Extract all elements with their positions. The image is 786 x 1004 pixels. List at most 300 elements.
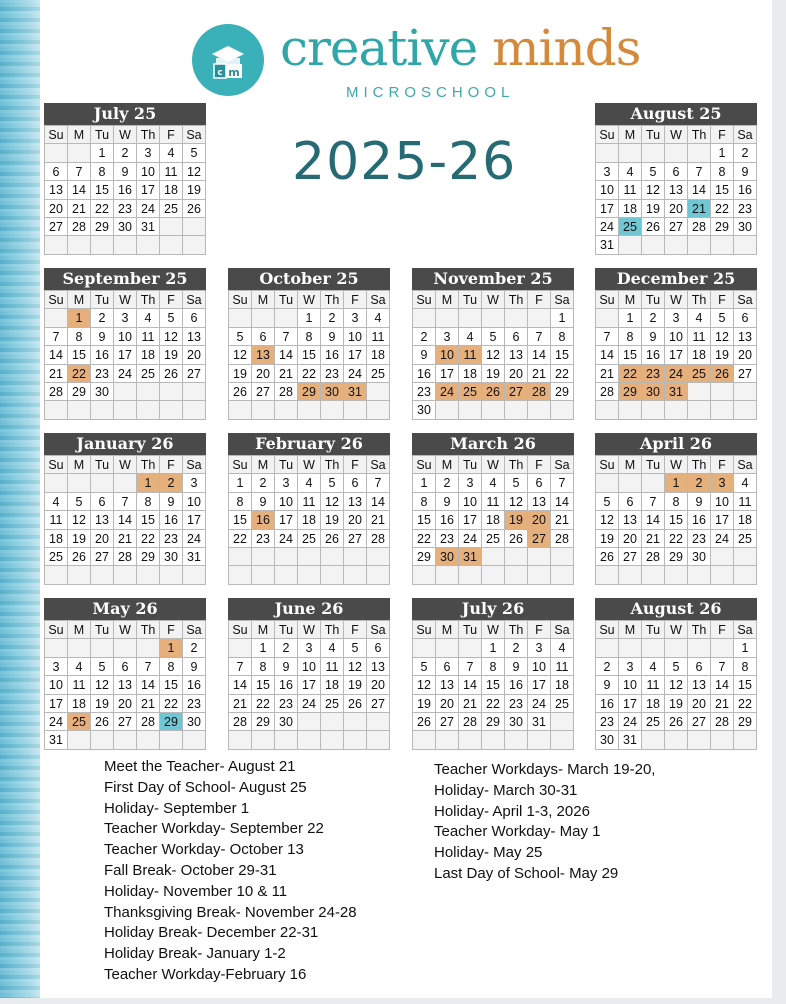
day-cell: 17: [137, 181, 160, 199]
empty-day-cell: [436, 309, 459, 327]
event-item: Thanksgiving Break- November 24-28: [104, 903, 357, 921]
day-cell: 16: [688, 511, 711, 529]
weekday-label: Th: [505, 291, 528, 309]
day-cell: 23: [275, 695, 298, 713]
weekday-label: M: [436, 621, 459, 639]
day-cell: 26: [665, 713, 688, 731]
day-cell: 24: [459, 530, 482, 548]
day-cell: 1: [619, 309, 642, 327]
event-item: Last Day of School- May 29: [434, 864, 619, 882]
empty-day-cell: [45, 309, 68, 327]
day-cell: 23: [183, 695, 206, 713]
empty-day-cell: [711, 731, 734, 749]
month-title: August 25: [595, 103, 757, 125]
month-title: August 26: [595, 598, 757, 620]
empty-day-cell: [711, 401, 734, 419]
day-cell: 8: [665, 493, 688, 511]
day-cell: 26: [229, 383, 252, 401]
svg-text:m: m: [228, 66, 240, 79]
day-cell: 22: [298, 365, 321, 383]
day-cell: 11: [68, 676, 91, 694]
day-cell: 8: [229, 493, 252, 511]
day-cell: 30: [436, 548, 459, 566]
empty-day-cell: [711, 548, 734, 566]
day-cell: 20: [45, 200, 68, 218]
day-cell: 4: [688, 309, 711, 327]
day-cell: 17: [183, 511, 206, 529]
page-border-bottom: [0, 998, 786, 1004]
day-cell: 31: [137, 218, 160, 236]
weekday-label: Sa: [183, 456, 206, 474]
empty-day-cell: [68, 566, 91, 584]
day-cell: 16: [91, 346, 114, 364]
day-cell: 25: [642, 713, 665, 731]
svg-text:c: c: [217, 68, 223, 78]
event-item: Teacher Workday- October 13: [104, 841, 304, 859]
day-cell: 19: [321, 511, 344, 529]
event-list-right: [434, 760, 655, 885]
day-cell: 5: [596, 493, 619, 511]
empty-day-cell: [688, 401, 711, 419]
day-cell: 12: [413, 676, 436, 694]
day-cell: 2: [252, 474, 275, 492]
page-border-right: [772, 0, 786, 1004]
empty-day-cell: [505, 566, 528, 584]
day-cell: 22: [482, 695, 505, 713]
day-cell: 1: [252, 639, 275, 657]
weekday-label: W: [482, 621, 505, 639]
empty-day-cell: [344, 401, 367, 419]
empty-day-cell: [619, 566, 642, 584]
event-item: First Day of School- August 25: [104, 778, 307, 796]
day-cell: 2: [688, 474, 711, 492]
empty-day-cell: [137, 236, 160, 254]
day-cell: 30: [114, 218, 137, 236]
day-cell: 5: [229, 328, 252, 346]
day-cell: 17: [298, 676, 321, 694]
day-cell: 9: [321, 328, 344, 346]
weekday-label: Su: [229, 291, 252, 309]
day-cell: 18: [367, 346, 390, 364]
empty-day-cell: [688, 566, 711, 584]
weekday-label: Th: [321, 621, 344, 639]
weekday-label: F: [344, 456, 367, 474]
day-cell: 11: [551, 658, 574, 676]
day-cell: 29: [298, 383, 321, 401]
day-cell: 17: [45, 695, 68, 713]
day-cell: 5: [344, 639, 367, 657]
day-cell: 8: [160, 658, 183, 676]
empty-day-cell: [298, 548, 321, 566]
empty-day-cell: [45, 639, 68, 657]
empty-day-cell: [642, 401, 665, 419]
day-cell: 23: [734, 200, 757, 218]
day-cell: 29: [665, 548, 688, 566]
empty-day-cell: [688, 236, 711, 254]
day-cell: 18: [482, 511, 505, 529]
month-calendar: [44, 103, 206, 255]
day-cell: 12: [596, 511, 619, 529]
day-cell: 8: [413, 493, 436, 511]
day-cell: 14: [528, 346, 551, 364]
day-cell: 17: [275, 511, 298, 529]
weekday-label: Sa: [183, 621, 206, 639]
day-cell: 21: [459, 695, 482, 713]
day-cell: 26: [160, 365, 183, 383]
day-cell: 16: [114, 181, 137, 199]
day-cell: 3: [114, 309, 137, 327]
weekday-label: F: [344, 291, 367, 309]
day-cell: 8: [482, 658, 505, 676]
empty-day-cell: [642, 236, 665, 254]
month-calendar: [595, 433, 757, 585]
weekday-label: Sa: [551, 621, 574, 639]
day-cell: 1: [665, 474, 688, 492]
month-title: October 25: [228, 268, 390, 290]
day-cell: 7: [68, 163, 91, 181]
day-cell: 8: [619, 328, 642, 346]
day-cell: 10: [436, 346, 459, 364]
day-cell: 7: [596, 328, 619, 346]
weekday-label: F: [528, 621, 551, 639]
day-cell: 19: [344, 676, 367, 694]
day-cell: 3: [183, 474, 206, 492]
empty-day-cell: [413, 566, 436, 584]
day-cell: 29: [482, 713, 505, 731]
day-cell: 6: [45, 163, 68, 181]
day-cell: 19: [160, 346, 183, 364]
day-cell: 18: [619, 200, 642, 218]
day-cell: 7: [137, 658, 160, 676]
day-cell: 5: [160, 309, 183, 327]
weekday-label: Su: [413, 456, 436, 474]
day-cell: 12: [344, 658, 367, 676]
empty-day-cell: [160, 218, 183, 236]
empty-day-cell: [229, 639, 252, 657]
day-cell: 27: [436, 713, 459, 731]
day-cell: 15: [734, 676, 757, 694]
day-cell: 19: [596, 530, 619, 548]
day-cell: 28: [459, 713, 482, 731]
day-cell: 6: [619, 493, 642, 511]
weekday-label: M: [252, 291, 275, 309]
month-day-grid: [412, 290, 574, 420]
empty-day-cell: [505, 548, 528, 566]
day-cell: 20: [688, 695, 711, 713]
weekday-label: Sa: [367, 621, 390, 639]
month-calendar: [595, 268, 757, 420]
empty-day-cell: [114, 639, 137, 657]
empty-day-cell: [68, 474, 91, 492]
day-cell: 7: [528, 328, 551, 346]
weekday-label: Th: [505, 456, 528, 474]
day-cell: 4: [459, 328, 482, 346]
brand-word-creative: creative: [280, 19, 478, 77]
weekday-label: M: [252, 621, 275, 639]
day-cell: 28: [137, 713, 160, 731]
weekday-label: Su: [229, 456, 252, 474]
day-cell: 15: [137, 511, 160, 529]
day-cell: 9: [91, 328, 114, 346]
day-cell: 6: [688, 658, 711, 676]
day-cell: 9: [275, 658, 298, 676]
day-cell: 12: [482, 346, 505, 364]
day-cell: 26: [413, 713, 436, 731]
day-cell: 27: [505, 383, 528, 401]
day-cell: 30: [160, 548, 183, 566]
day-cell: 11: [160, 163, 183, 181]
day-cell: 22: [252, 695, 275, 713]
event-item: Meet the Teacher- August 21: [104, 758, 296, 775]
day-cell: 24: [137, 200, 160, 218]
day-cell: 18: [459, 365, 482, 383]
empty-day-cell: [252, 309, 275, 327]
empty-day-cell: [596, 639, 619, 657]
weekday-label: F: [711, 456, 734, 474]
weekday-label: Su: [413, 621, 436, 639]
event-item: Teacher Workday-February 16: [104, 965, 307, 983]
empty-day-cell: [160, 731, 183, 749]
weekday-label: M: [68, 456, 91, 474]
day-cell: 22: [91, 200, 114, 218]
day-cell: 25: [68, 713, 91, 731]
month-day-grid: [595, 620, 757, 750]
day-cell: 20: [114, 695, 137, 713]
day-cell: 6: [114, 658, 137, 676]
empty-day-cell: [183, 218, 206, 236]
empty-day-cell: [459, 401, 482, 419]
day-cell: 24: [528, 695, 551, 713]
weekday-label: M: [68, 126, 91, 144]
day-cell: 12: [160, 328, 183, 346]
day-cell: 26: [505, 530, 528, 548]
empty-day-cell: [160, 401, 183, 419]
day-cell: 28: [114, 548, 137, 566]
weekday-label: F: [160, 126, 183, 144]
weekday-label: Su: [45, 291, 68, 309]
day-cell: 18: [160, 181, 183, 199]
event-item: Holiday Break- December 22-31: [104, 924, 319, 942]
day-cell: 23: [642, 365, 665, 383]
empty-day-cell: [183, 401, 206, 419]
day-cell: 25: [160, 200, 183, 218]
month-calendar: [228, 268, 390, 420]
weekday-label: F: [160, 621, 183, 639]
day-cell: 10: [137, 163, 160, 181]
empty-day-cell: [734, 383, 757, 401]
day-cell: 20: [619, 530, 642, 548]
day-cell: 21: [229, 695, 252, 713]
empty-day-cell: [528, 566, 551, 584]
weekday-label: Th: [137, 291, 160, 309]
day-cell: 20: [734, 346, 757, 364]
weekday-label: Sa: [367, 291, 390, 309]
day-cell: 8: [551, 328, 574, 346]
empty-day-cell: [688, 639, 711, 657]
weekday-label: Sa: [367, 456, 390, 474]
day-cell: 21: [596, 365, 619, 383]
empty-day-cell: [505, 731, 528, 749]
empty-day-cell: [344, 713, 367, 731]
empty-day-cell: [68, 144, 91, 162]
day-cell: 24: [183, 530, 206, 548]
day-cell: 4: [482, 474, 505, 492]
weekday-label: Tu: [91, 456, 114, 474]
weekday-label: W: [298, 456, 321, 474]
day-cell: 27: [91, 548, 114, 566]
weekday-label: W: [482, 291, 505, 309]
weekday-label: M: [619, 126, 642, 144]
day-cell: 18: [137, 346, 160, 364]
month-calendar: [412, 598, 574, 750]
empty-day-cell: [688, 144, 711, 162]
day-cell: 17: [436, 365, 459, 383]
day-cell: 30: [642, 383, 665, 401]
day-cell: 1: [229, 474, 252, 492]
day-cell: 24: [619, 713, 642, 731]
empty-day-cell: [711, 639, 734, 657]
empty-day-cell: [734, 401, 757, 419]
empty-day-cell: [91, 474, 114, 492]
weekday-label: Su: [596, 291, 619, 309]
day-cell: 6: [91, 493, 114, 511]
day-cell: 14: [45, 346, 68, 364]
empty-day-cell: [665, 731, 688, 749]
event-item: Teacher Workday- September 22: [104, 820, 324, 838]
empty-day-cell: [298, 713, 321, 731]
empty-day-cell: [91, 731, 114, 749]
weekday-label: M: [619, 456, 642, 474]
weekday-label: Th: [137, 621, 160, 639]
month-title: March 26: [412, 433, 574, 455]
day-cell: 30: [91, 383, 114, 401]
day-cell: 23: [596, 713, 619, 731]
day-cell: 18: [321, 676, 344, 694]
day-cell: 17: [619, 695, 642, 713]
day-cell: 16: [642, 346, 665, 364]
empty-day-cell: [665, 236, 688, 254]
day-cell: 2: [275, 639, 298, 657]
weekday-label: W: [114, 621, 137, 639]
day-cell: 6: [528, 474, 551, 492]
day-cell: 2: [183, 639, 206, 657]
empty-day-cell: [298, 401, 321, 419]
event-item: Fall Break- October 29-31: [104, 861, 277, 879]
weekday-label: Su: [413, 291, 436, 309]
day-cell: 25: [734, 530, 757, 548]
day-cell: 27: [367, 695, 390, 713]
day-cell: 8: [711, 163, 734, 181]
month-calendar: [595, 103, 757, 255]
event-item: Holiday Break- January 1-2: [104, 945, 286, 963]
empty-day-cell: [68, 236, 91, 254]
day-cell: 14: [551, 493, 574, 511]
day-cell: 20: [436, 695, 459, 713]
empty-day-cell: [596, 566, 619, 584]
empty-day-cell: [275, 401, 298, 419]
day-cell: 2: [642, 309, 665, 327]
day-cell: 6: [734, 309, 757, 327]
day-cell: 2: [114, 144, 137, 162]
weekday-label: M: [436, 456, 459, 474]
empty-day-cell: [91, 639, 114, 657]
day-cell: 15: [91, 181, 114, 199]
month-day-grid: [595, 290, 757, 420]
brand-subtitle: MICROSCHOOL: [346, 84, 515, 101]
empty-day-cell: [665, 401, 688, 419]
month-calendar: [228, 433, 390, 585]
day-cell: 11: [688, 328, 711, 346]
event-item: Holiday- May 25: [434, 844, 543, 862]
day-cell: 4: [619, 163, 642, 181]
month-calendar: [44, 268, 206, 420]
weekday-label: Th: [505, 621, 528, 639]
day-cell: 14: [275, 346, 298, 364]
day-cell: 24: [711, 530, 734, 548]
empty-day-cell: [114, 474, 137, 492]
empty-day-cell: [114, 566, 137, 584]
month-title: April 26: [595, 433, 757, 455]
day-cell: 22: [160, 695, 183, 713]
day-cell: 27: [344, 530, 367, 548]
school-year-title: 2025-26: [292, 132, 517, 192]
day-cell: 13: [114, 676, 137, 694]
day-cell: 3: [665, 309, 688, 327]
day-cell: 11: [298, 493, 321, 511]
day-cell: 1: [137, 474, 160, 492]
day-cell: 3: [436, 328, 459, 346]
month-day-grid: [228, 620, 390, 750]
empty-day-cell: [367, 566, 390, 584]
empty-day-cell: [321, 713, 344, 731]
empty-day-cell: [619, 639, 642, 657]
day-cell: 3: [711, 474, 734, 492]
month-calendar: [228, 598, 390, 750]
day-cell: 23: [688, 530, 711, 548]
day-cell: 16: [183, 676, 206, 694]
weekday-label: Sa: [734, 126, 757, 144]
day-cell: 28: [551, 530, 574, 548]
day-cell: 15: [551, 346, 574, 364]
weekday-label: Tu: [275, 291, 298, 309]
day-cell: 19: [413, 695, 436, 713]
empty-day-cell: [344, 566, 367, 584]
day-cell: 15: [711, 181, 734, 199]
day-cell: 5: [642, 163, 665, 181]
day-cell: 20: [505, 365, 528, 383]
day-cell: 3: [298, 639, 321, 657]
day-cell: 4: [298, 474, 321, 492]
weekday-label: W: [665, 126, 688, 144]
day-cell: 17: [665, 346, 688, 364]
day-cell: 22: [551, 365, 574, 383]
weekday-label: Su: [45, 456, 68, 474]
weekday-label: Tu: [275, 621, 298, 639]
empty-day-cell: [642, 639, 665, 657]
day-cell: 12: [711, 328, 734, 346]
day-cell: 16: [596, 695, 619, 713]
day-cell: 23: [413, 383, 436, 401]
empty-day-cell: [298, 731, 321, 749]
weekday-label: Sa: [551, 456, 574, 474]
day-cell: 7: [688, 163, 711, 181]
day-cell: 12: [91, 676, 114, 694]
weekday-label: Tu: [642, 456, 665, 474]
empty-day-cell: [551, 731, 574, 749]
empty-day-cell: [734, 731, 757, 749]
day-cell: 2: [413, 328, 436, 346]
empty-day-cell: [665, 639, 688, 657]
